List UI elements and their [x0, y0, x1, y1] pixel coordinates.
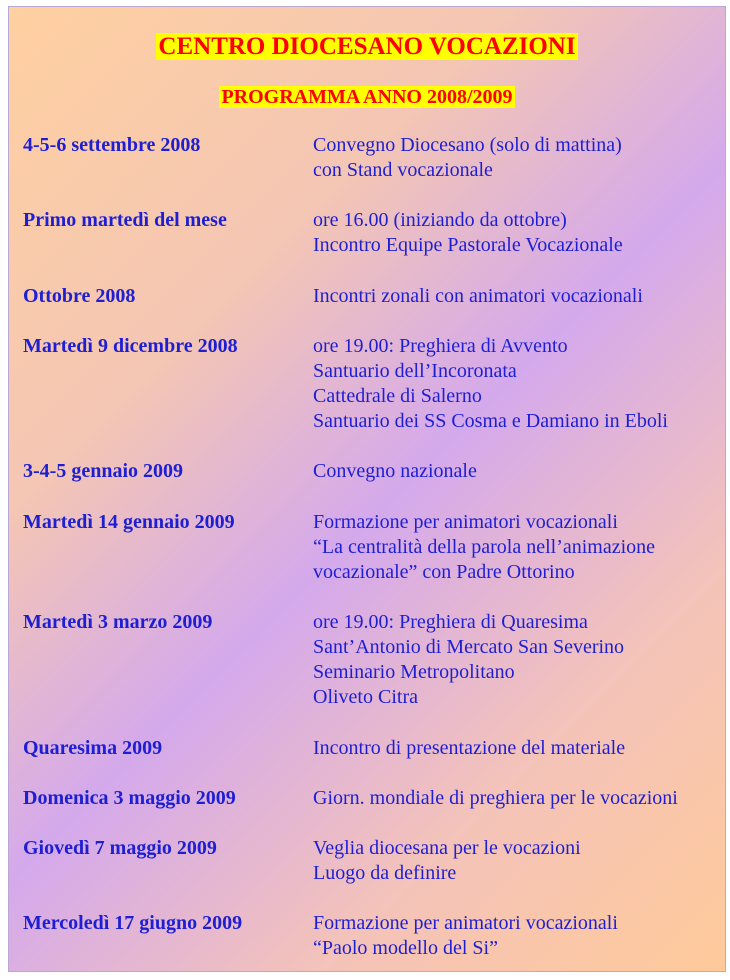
- event-date: Domenica 3 maggio 2009: [23, 787, 236, 809]
- event-description-line: Formazione per animatori vocazionali: [313, 912, 618, 934]
- event-description-line: Santuario dei SS Cosma e Damiano in Eboli: [313, 410, 668, 432]
- event-description-line: con Stand vocazionale: [313, 159, 493, 181]
- page-subtitle-text: PROGRAMMA ANNO 2008/2009: [221, 86, 513, 108]
- event-description-line: Santuario dell’Incoronata: [313, 360, 517, 382]
- event-description: [313, 911, 618, 961]
- event-description: [313, 736, 625, 761]
- event-date: Ottobre 2008: [23, 285, 136, 307]
- event-date: Martedì 14 gennaio 2009: [23, 511, 235, 533]
- event-description-line: Giorn. mondiale di preghiera per le vocazioni: [313, 787, 678, 809]
- event-description-line: “La centralità della parola nell’animazione: [313, 536, 656, 558]
- event-date: 4-5-6 settembre 2008: [23, 134, 201, 156]
- event-date: Martedì 9 dicembre 2008: [23, 335, 238, 357]
- event-description: [313, 610, 624, 710]
- event-description: [313, 510, 655, 585]
- event-description-line: Sant’Antonio di Mercato San Severino: [313, 636, 625, 658]
- event-description-line: Convegno Diocesano (solo di mattina): [313, 134, 622, 156]
- event-description-line: “Paolo modello del Si”: [313, 937, 498, 959]
- program-page: [8, 6, 726, 972]
- event-description-line: Formazione per animatori vocazionali: [313, 511, 618, 533]
- page-title: [9, 33, 725, 61]
- event-description: [313, 459, 477, 484]
- event-description: [313, 334, 668, 434]
- event-description-line: Cattedrale di Salerno: [313, 385, 482, 407]
- event-description-line: Incontri zonali con animatori vocazionali: [313, 285, 643, 307]
- event-description-line: vocazionale” con Padre Ottorino: [313, 561, 575, 583]
- event-description-line: Convegno nazionale: [313, 460, 477, 482]
- event-description: [313, 836, 581, 886]
- event-description-line: Seminario Metropolitano: [313, 661, 515, 683]
- event-date: Quaresima 2009: [23, 737, 163, 759]
- page-subtitle: [9, 86, 725, 109]
- event-date: Martedì 3 marzo 2009: [23, 611, 213, 633]
- event-description-line: ore 19.00: Preghiera di Quaresima: [313, 611, 588, 633]
- event-description-line: Veglia diocesana per le vocazioni: [313, 837, 581, 859]
- event-description-line: ore 16.00 (iniziando da ottobre): [313, 209, 567, 231]
- event-date: Mercoledì 17 giugno 2009: [23, 912, 243, 934]
- event-description-line: Oliveto Citra: [313, 686, 418, 708]
- event-date: Giovedì 7 maggio 2009: [23, 837, 217, 859]
- event-description-line: Incontro Equipe Pastorale Vocazionale: [313, 234, 623, 256]
- event-description-line: Incontro di presentazione del materiale: [313, 737, 626, 759]
- event-description: [313, 208, 623, 258]
- event-date: Primo martedì del mese: [23, 209, 227, 231]
- event-date: 3-4-5 gennaio 2009: [23, 460, 183, 482]
- event-description-line: ore 19.00: Preghiera di Avvento: [313, 335, 568, 357]
- event-description: [313, 786, 678, 811]
- event-description: [313, 133, 622, 183]
- event-description: [313, 284, 643, 309]
- page-title-text: CENTRO DIOCESANO VOCAZIONI: [158, 33, 576, 60]
- event-description-line: Luogo da definire: [313, 862, 457, 884]
